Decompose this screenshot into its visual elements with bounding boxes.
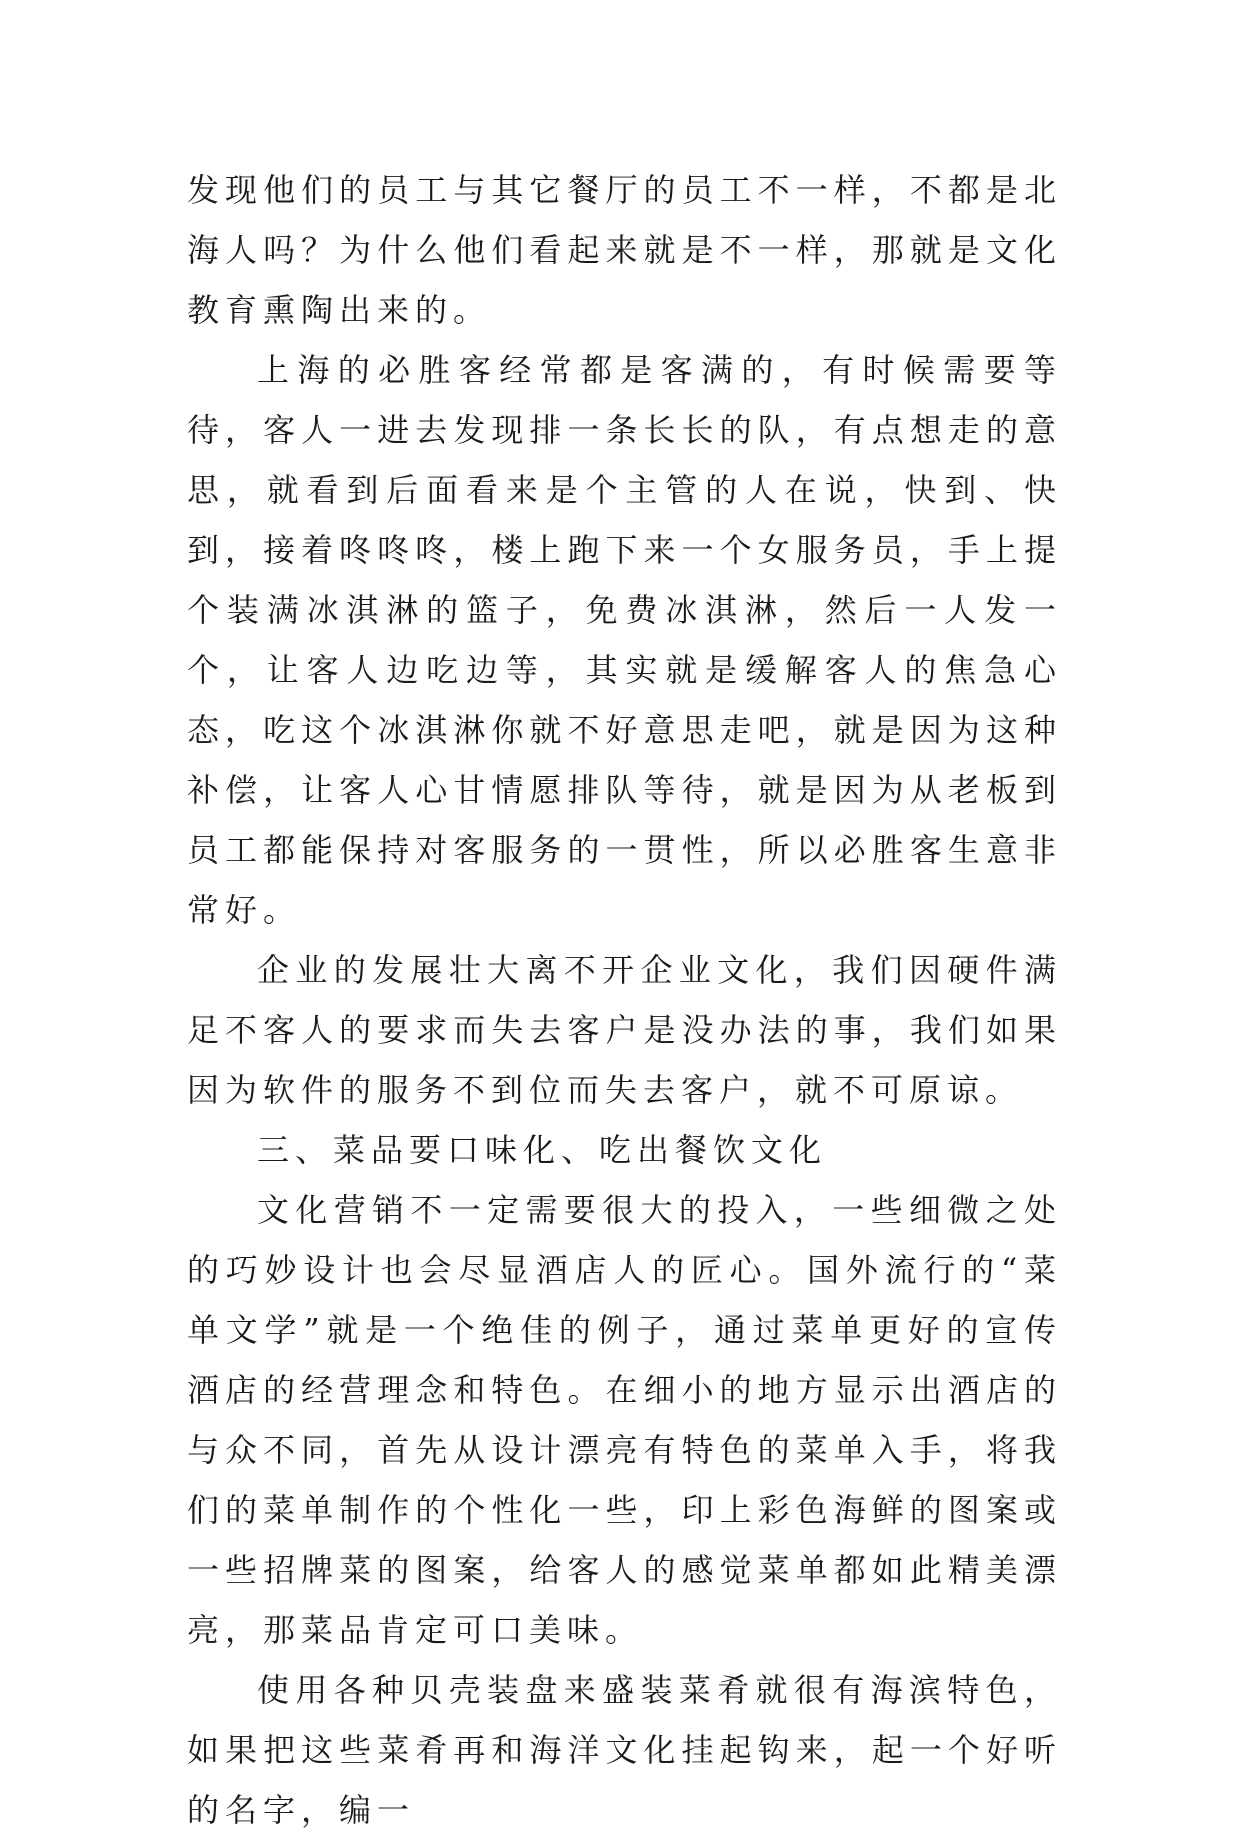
paragraph-enterprise-culture: 企业的发展壮大离不开企业文化，我们因硬件满足不客人的要求而失去客户是没办法的事，我们如果因为软件的服务不到位而失去客户，就不可原谅。 <box>187 951 1062 1109</box>
paragraph-shell-plating: 使用各种贝壳装盘来盛装菜肴就很有海滨特色，如果把这些菜肴再和海洋文化挂起钩来，起一个好听的名字，编一 <box>187 1671 1062 1829</box>
paragraph-continuation: 发现他们的员工与其它餐厅的员工不一样，不都是北海人吗？为什么他们看起来就是不一样，那就是文化教育熏陶出来的。 <box>187 171 1062 329</box>
body-text <box>187 160 1062 1840</box>
section-heading: 三、菜品要口味化、吃出餐饮文化 <box>257 1131 828 1169</box>
paragraph-menu-literature: 文化营销不一定需要很大的投入，一些细微之处的巧妙设计也会尽显酒店人的匠心。国外流行的“菜单文学”就是一个绝佳的例子，通过菜单更好的宣传酒店的经营理念和特色。在细小的地方显示出酒店的与众不同，首先从设计漂亮有特色的菜单入手，将我们的菜单制作的个性化一些，印上彩色海鲜的图案或一些招牌菜的图案，给客人的感觉菜单都如此精美漂亮，那菜品肯定可口美味。 <box>187 1191 1062 1649</box>
paragraph-pizza-hut: 上海的必胜客经常都是客满的，有时候需要等待，客人一进去发现排一条长长的队，有点想走的意思，就看到后面看来是个主管的人在说，快到、快到，接着咚咚咚，楼上跑下来一个女服务员，手上提个装满冰淇淋的篮子，免费冰淇淋，然后一人发一个，让客人边吃边等，其实就是缓解客人的焦急心态，吃这个冰淇淋你就不好意思走吧，就是因为这种补偿，让客人心甘情愿排队等待，就是因为从老板到员工都能保持对客服务的一贯性，所以必胜客生意非常好。 <box>187 351 1062 929</box>
